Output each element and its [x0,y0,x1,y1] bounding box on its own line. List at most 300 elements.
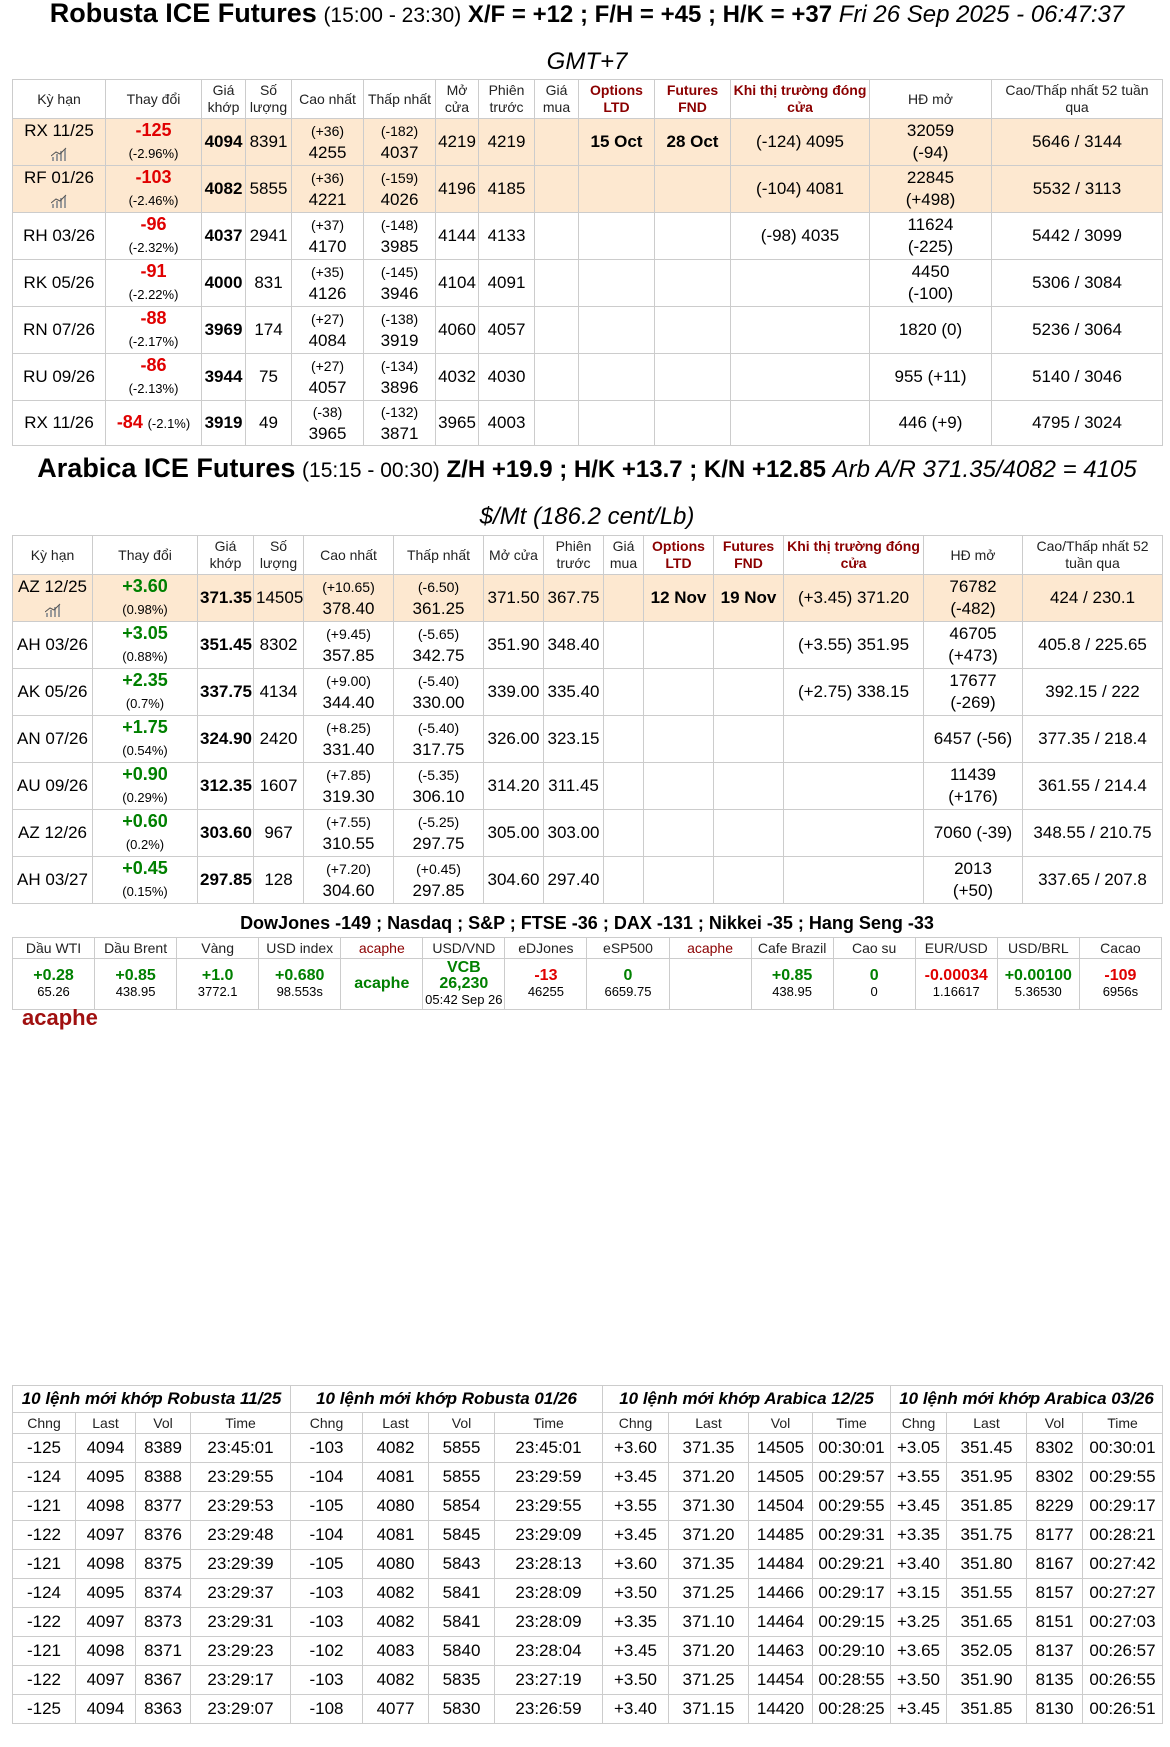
high-price: 4255 [308,143,347,162]
trade-time: 00:29:17 [1083,1492,1163,1521]
52-week-range: 5646 / 3144 [992,119,1163,166]
change-cell [93,763,198,810]
contract-symbol-cell[interactable] [13,716,93,763]
trade-table [290,1385,603,1724]
low-delta: (-145) [380,264,419,280]
low-price: 3946 [380,284,419,303]
contract-row[interactable] [13,810,1163,857]
column-header[interactable]: Số lượng [246,80,292,119]
change-percent: (0.98%) [122,602,168,617]
market-header[interactable]: USD index [259,938,341,959]
high-delta: (+7.55) [326,814,371,830]
column-header[interactable]: Options LTD [644,536,714,575]
open-interest: 11439 [949,765,996,784]
last-price: 312.35 [198,763,254,810]
column-header[interactable]: Cao nhất [292,80,364,119]
high-price: 4221 [308,190,347,209]
arabica-arb-unit: $/Mt (186.2 cent/Lb) [479,503,695,530]
options-ltd [644,810,714,857]
market-cell[interactable] [177,959,259,1010]
trade-last: 351.95 [947,1463,1027,1492]
high-cell [304,669,394,716]
market-cell[interactable] [341,959,423,1010]
open-interest: 17677 [949,671,997,690]
change-cell [93,810,198,857]
open-interest-cell [870,354,992,401]
market-cell[interactable] [915,959,997,1010]
contract-symbol[interactable]: AK 05/26 [17,682,88,701]
market-close: (-124) 4095 [731,119,870,166]
trade-change: -122 [13,1521,76,1550]
trade-time: 00:29:55 [1083,1463,1163,1492]
column-header[interactable]: Số lượng [254,536,304,575]
open-interest-delta: (-269) [950,693,996,712]
trade-row [891,1550,1163,1579]
robusta-timezone: GMT+7 [546,48,628,75]
open-interest: 6457 (-56) [933,729,1013,748]
contract-symbol[interactable]: RH 03/26 [23,226,95,245]
chart-icon[interactable] [45,603,61,617]
trade-last: 4098 [76,1492,136,1521]
market-close [731,401,870,446]
column-header[interactable]: Thấp nhất [394,536,484,575]
trade-last: 4082 [363,1434,429,1463]
trade-volume: 8177 [1027,1521,1083,1550]
contract-symbol[interactable]: AH 03/27 [17,870,88,889]
low-price: 330.00 [412,693,465,712]
chart-icon[interactable] [51,147,67,161]
market-header[interactable]: Dầu Brent [95,938,177,959]
trade-volume: 8130 [1027,1695,1083,1724]
market-header[interactable]: acaphe [669,938,751,959]
high-cell [292,307,364,354]
column-header[interactable]: Giá khớp [198,536,254,575]
trade-change: +3.40 [891,1550,947,1579]
column-header[interactable]: Mở cửa [484,536,544,575]
contract-symbol-cell[interactable] [13,669,93,716]
trade-change: -122 [13,1666,76,1695]
trade-volume: 5845 [429,1521,495,1550]
trade-row [603,1550,891,1579]
trade-time: 00:26:57 [1083,1637,1163,1666]
column-header[interactable]: Thay đổi [93,536,198,575]
volume: 8391 [246,119,292,166]
bid-price [604,763,644,810]
trade-volume: 8302 [1027,1463,1083,1492]
market-change: 0 [869,967,879,984]
trade-volume: 5841 [429,1579,495,1608]
contract-row[interactable] [13,763,1163,810]
robusta-spreads: X/F = +12 ; F/H = +45 ; H/K = +37 [467,1,833,28]
trade-change: -125 [13,1434,76,1463]
trade-last: 4083 [363,1637,429,1666]
market-cell[interactable] [259,959,341,1010]
market-cell[interactable] [833,959,915,1010]
column-header[interactable]: Thấp nhất [364,80,436,119]
trade-last: 351.85 [947,1695,1027,1724]
trade-time: 23:28:09 [495,1579,603,1608]
change-percent: (-2.22%) [128,287,179,302]
trade-column-header: Last [669,1413,749,1434]
previous-session: 4003 [479,401,535,446]
volume: 8302 [254,622,304,669]
volume: 967 [254,810,304,857]
high-cell [304,810,394,857]
volume: 14505 [254,575,304,622]
contract-symbol-cell[interactable] [13,354,106,401]
market-close [784,763,924,810]
contract-symbol-cell[interactable] [13,763,93,810]
trade-last: 4095 [76,1579,136,1608]
52-week-range: 5532 / 3113 [992,166,1163,213]
market-header[interactable]: Cacao [1079,938,1161,959]
market-close [731,354,870,401]
trade-last: 4081 [363,1463,429,1492]
trade-last: 371.15 [669,1695,749,1724]
contract-symbol-cell[interactable] [13,166,106,213]
options-ltd [644,763,714,810]
column-header[interactable]: Cao/Thấp nhất 52 tuần qua [1023,536,1163,575]
trade-change: +3.65 [891,1637,947,1666]
volume: 128 [254,857,304,904]
acaphe-logo[interactable]: acaphe [22,1005,98,1030]
trade-volume: 8151 [1027,1608,1083,1637]
contract-row[interactable] [13,354,1163,401]
contract-row[interactable] [13,260,1163,307]
contract-symbol-cell[interactable] [13,810,93,857]
futures-fnd [655,354,731,401]
trade-row [13,1695,291,1724]
market-header[interactable]: eDJones [505,938,587,959]
trade-last: 351.85 [947,1492,1027,1521]
market-change: +1.0 [201,967,234,984]
trade-volume: 14466 [749,1579,813,1608]
change-cell [93,622,198,669]
trade-change: -104 [291,1463,363,1492]
contract-symbol[interactable]: AH 03/26 [17,635,88,654]
high-price: 378.40 [322,599,375,618]
low-cell [364,166,436,213]
chart-icon[interactable] [51,194,67,208]
column-header[interactable]: Phiên trước [479,80,535,119]
market-header[interactable]: Cao su [833,938,915,959]
contract-symbol-cell[interactable] [13,857,93,904]
open-price: 4104 [436,260,479,307]
contract-row[interactable] [13,575,1163,622]
trade-volume: 14505 [749,1463,813,1492]
trade-change: -121 [13,1637,76,1666]
column-header[interactable]: Options LTD [579,80,655,119]
trade-volume: 5843 [429,1550,495,1579]
trade-column-header: Chng [891,1413,947,1434]
column-header[interactable]: Thay đổi [106,80,202,119]
market-close: (+3.55) 351.95 [784,622,924,669]
market-header[interactable]: Vàng [177,938,259,959]
trade-header-row [291,1413,603,1434]
trade-change: +3.60 [603,1434,669,1463]
market-header[interactable]: USD/BRL [997,938,1079,959]
contract-row[interactable] [13,119,1163,166]
market-close: (-98) 4035 [731,213,870,260]
market-cell[interactable] [13,959,95,1010]
high-cell [292,260,364,307]
contract-symbol[interactable]: AZ 12/25 [18,577,87,596]
high-cell [292,119,364,166]
trade-last: 4097 [76,1521,136,1550]
market-change: +0.680 [275,967,325,984]
high-price: 310.55 [322,834,375,853]
trade-change: -103 [291,1434,363,1463]
futures-fnd [655,401,731,446]
open-interest: 46705 [949,624,997,643]
trade-title-row [13,1386,291,1413]
contract-row[interactable] [13,857,1163,904]
change-value: +1.75 [122,717,168,737]
change-percent: (-2.13%) [128,381,179,396]
change-value: -91 [140,261,167,281]
open-interest-delta: (-94) [912,143,949,162]
trade-last: 4080 [363,1492,429,1521]
trade-time: 23:29:31 [191,1608,291,1637]
market-header[interactable]: acaphe [341,938,423,959]
trade-volume: 8377 [136,1492,191,1521]
trade-time: 00:28:25 [813,1695,891,1724]
change-percent: (-2.96%) [128,146,179,161]
low-delta: (-6.50) [417,579,460,595]
trade-column-header: Vol [429,1413,495,1434]
open-price: 4032 [436,354,479,401]
market-price: 5.36530 [1014,984,1062,999]
contract-symbol[interactable]: RX 11/25 [24,121,94,140]
trade-last: 371.35 [669,1550,749,1579]
open-interest-cell [924,810,1023,857]
trade-row [603,1521,891,1550]
column-header[interactable]: Khi thị trường đóng cửa [731,80,870,119]
market-header[interactable]: Dầu WTI [13,938,95,959]
high-price: 4170 [308,237,347,256]
last-price: 351.45 [198,622,254,669]
trade-volume: 8389 [136,1434,191,1463]
high-price: 304.60 [322,881,375,900]
high-cell [292,354,364,401]
column-header[interactable]: Kỳ hạn [13,536,93,575]
market-price: 46255 [527,984,564,999]
contract-symbol[interactable]: RN 07/26 [23,320,95,339]
trade-time: 23:29:55 [191,1463,291,1492]
high-delta: (+35) [310,264,345,280]
contract-symbol-cell[interactable] [13,575,93,622]
high-delta: (+10.65) [322,579,375,595]
column-header[interactable]: Futures FND [655,80,731,119]
low-price: 3985 [380,237,419,256]
column-header[interactable]: Mở cửa [436,80,479,119]
trade-column-header: Vol [136,1413,191,1434]
market-cell[interactable] [423,959,505,1010]
contract-symbol-cell[interactable] [13,119,106,166]
robusta-headline [12,0,1162,85]
trade-change: -122 [13,1608,76,1637]
trade-time: 23:29:59 [495,1463,603,1492]
trade-column-header: Chng [291,1413,363,1434]
trade-volume: 5830 [429,1695,495,1724]
market-header[interactable]: USD/VND [423,938,505,959]
change-value: +0.60 [122,811,168,831]
high-delta: (+37) [310,217,345,233]
column-header[interactable]: Giá mua [604,536,644,575]
trade-volume: 8376 [136,1521,191,1550]
previous-session: 323.15 [544,716,604,763]
trade-last: 4081 [363,1521,429,1550]
contract-symbol[interactable]: AZ 12/26 [18,823,87,842]
contract-symbol[interactable]: RF 01/26 [24,168,94,187]
market-header[interactable]: EUR/USD [915,938,997,959]
market-close [784,857,924,904]
contract-row[interactable] [13,213,1163,260]
volume: 1607 [254,763,304,810]
open-interest-cell [870,213,992,260]
column-header[interactable]: Futures FND [714,536,784,575]
trade-change: +3.05 [891,1434,947,1463]
futures-fnd [714,857,784,904]
market-cell[interactable] [505,959,587,1010]
trade-volume: 14504 [749,1492,813,1521]
trade-row [291,1492,603,1521]
futures-fnd: 19 Nov [714,575,784,622]
low-cell [394,716,484,763]
open-interest: 1820 (0) [898,320,963,339]
trade-change: +3.45 [891,1695,947,1724]
trade-row [891,1492,1163,1521]
column-header[interactable]: HĐ mở [870,80,992,119]
trade-volume: 8388 [136,1463,191,1492]
52-week-range: 5442 / 3099 [992,213,1163,260]
contract-symbol[interactable]: RU 09/26 [23,367,95,386]
previous-session: 335.40 [544,669,604,716]
column-header[interactable]: Phiên trước [544,536,604,575]
change-cell [93,857,198,904]
markets-header-row [13,938,1162,959]
futures-fnd [655,307,731,354]
last-price: 303.60 [198,810,254,857]
trade-time: 00:30:01 [813,1434,891,1463]
contract-row[interactable] [13,166,1163,213]
contract-symbol-cell[interactable] [13,307,106,354]
high-delta: (+27) [310,358,345,374]
previous-session: 367.75 [544,575,604,622]
trade-table-title: 10 lệnh mới khớp Robusta 01/26 [291,1386,603,1413]
open-interest-delta: (-482) [950,599,996,618]
column-header[interactable]: Cao nhất [304,536,394,575]
contract-symbol-cell[interactable] [13,213,106,260]
futures-fnd [714,716,784,763]
bid-price [535,213,579,260]
open-price: 4219 [436,119,479,166]
contract-row[interactable] [13,307,1163,354]
contract-symbol[interactable]: RK 05/26 [23,273,95,292]
market-cell[interactable] [95,959,177,1010]
trade-last: 371.30 [669,1492,749,1521]
change-percent: (-2.1%) [147,416,191,431]
low-delta: (-148) [380,217,419,233]
market-cell[interactable] [751,959,833,1010]
trade-change: +3.45 [603,1463,669,1492]
low-delta: (-5.40) [417,673,460,689]
contract-symbol[interactable]: AU 09/26 [17,776,88,795]
column-header[interactable]: Giá khớp [202,80,246,119]
market-cell[interactable] [669,959,751,1010]
trade-last: 4094 [76,1434,136,1463]
last-price: 324.90 [198,716,254,763]
last-price: 4000 [202,260,246,307]
low-delta: (-5.65) [417,626,460,642]
trade-change: +3.60 [603,1550,669,1579]
low-price: 297.85 [412,881,465,900]
contract-symbol[interactable]: AN 07/26 [17,729,88,748]
market-cell[interactable] [1079,959,1161,1010]
trade-change: -103 [291,1666,363,1695]
options-ltd [579,166,655,213]
column-header[interactable]: Giá mua [535,80,579,119]
futures-fnd [714,622,784,669]
contract-row[interactable] [13,622,1163,669]
robusta-header-row [13,80,1163,119]
contract-row[interactable] [13,716,1163,763]
trade-table [12,1385,291,1724]
last-price: 337.75 [198,669,254,716]
column-header[interactable]: Kỳ hạn [13,80,106,119]
trade-time: 23:26:59 [495,1695,603,1724]
contract-row[interactable] [13,401,1163,446]
trade-table [602,1385,891,1724]
market-header[interactable]: Cafe Brazil [751,938,833,959]
market-price: 6659.75 [604,984,652,999]
previous-session: 4057 [479,307,535,354]
contract-symbol-cell[interactable] [13,401,106,446]
options-ltd [644,857,714,904]
high-cell [304,575,394,622]
contract-row[interactable] [13,669,1163,716]
contract-symbol-cell[interactable] [13,622,93,669]
high-price: 3965 [308,424,347,443]
trade-row [291,1434,603,1463]
trade-change: -105 [291,1492,363,1521]
low-delta: (-182) [380,123,419,139]
high-delta: (+36) [310,123,345,139]
open-interest-cell [924,716,1023,763]
column-header[interactable]: HĐ mở [924,536,1023,575]
column-header[interactable]: Cao/Thấp nhất 52 tuần qua [992,80,1163,119]
market-cell[interactable] [997,959,1079,1010]
previous-session: 4091 [479,260,535,307]
open-price: 4196 [436,166,479,213]
trade-time: 23:29:48 [191,1521,291,1550]
arabica-header-row [13,536,1163,575]
trade-time: 00:29:57 [813,1463,891,1492]
trade-column-header: Last [363,1413,429,1434]
high-price: 357.85 [322,646,375,665]
column-header[interactable]: Khi thị trường đóng cửa [784,536,924,575]
contract-symbol[interactable]: RX 11/26 [24,413,94,432]
low-cell [364,354,436,401]
change-percent: (-2.17%) [128,334,179,349]
trade-time: 23:28:13 [495,1550,603,1579]
market-header[interactable]: eSP500 [587,938,669,959]
options-ltd [644,716,714,763]
trade-change: +3.50 [603,1579,669,1608]
high-delta: (+9.00) [326,673,371,689]
contract-symbol-cell[interactable] [13,260,106,307]
market-cell[interactable] [587,959,669,1010]
